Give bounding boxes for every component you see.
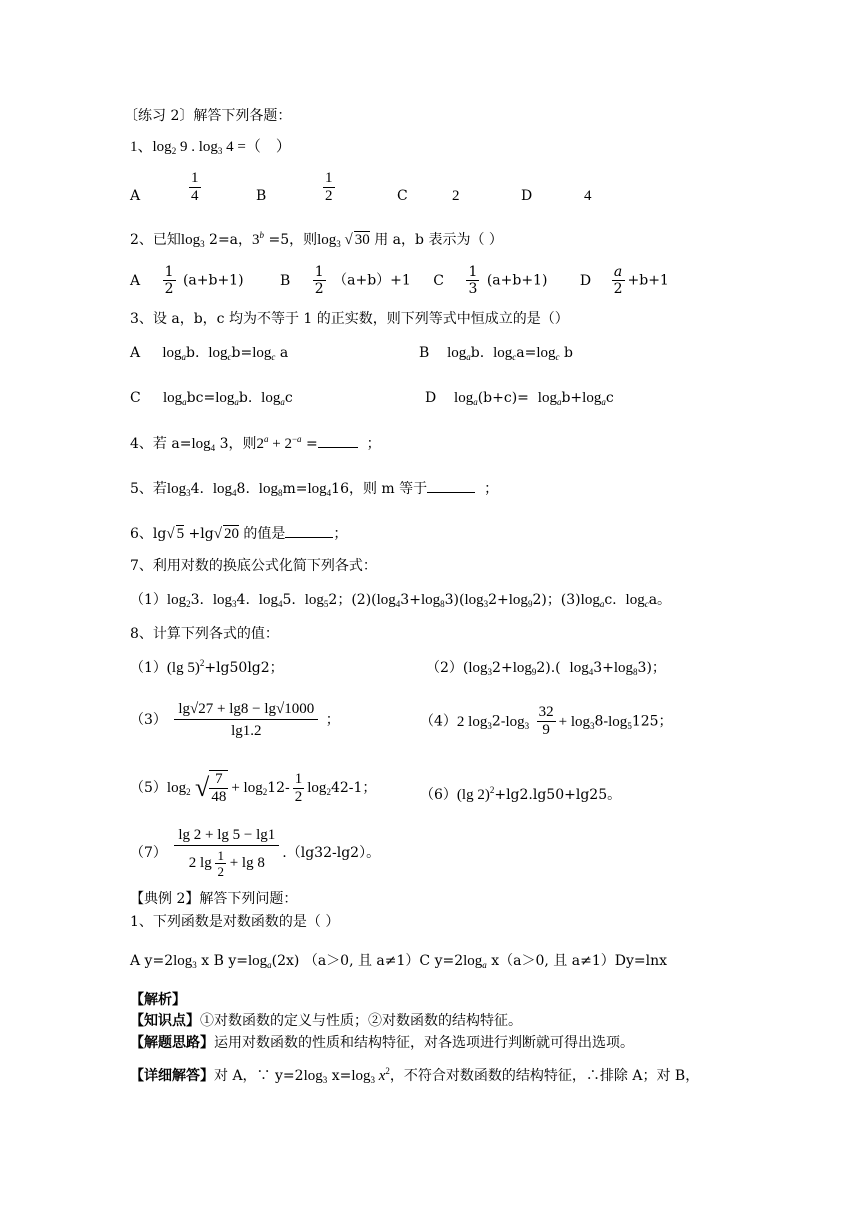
q8-part-7: （7） lg 2 + lg 5 − lg1 2 lg $\frac{1}{2}$ + lg 8 .（lg32-lg2）。: [130, 827, 381, 879]
q3-option-a: A $\log_ab$. $\log_cb=\log_c$ a: [130, 345, 289, 362]
q1-option-c-label: C: [397, 188, 408, 204]
question-6: 6、lg√ 5 +lg√ 20 的值是 ；: [130, 526, 348, 542]
question-5: 5、若$\log_34$. $\log_48$. $\log_8m=\log_416$，则 m 等于 ；: [130, 481, 499, 498]
question-8: 8、计算下列各式的值：: [130, 626, 279, 642]
example-question-1: 1、下列函数是对数函数的是（ ）: [130, 914, 340, 930]
q1-option-d: 4: [584, 188, 592, 204]
q8-part-4: （4）2 $\log_32-\log_3$ $\frac{32}{9}$ + $\log_38-\log_5125$；: [420, 704, 673, 738]
q1-option-d-label: D: [521, 188, 533, 204]
q8-part-3: （3） $\frac{\lg√27 + \lg 8 - \lg√1000}{\lg 1.2}$ ；: [130, 701, 340, 739]
detailed-answer: 【详细解答】对 A，∵ $y=2\log_3$ $x=\log_3$ $x^2$，不符合对数函数的结构特征，∴排除 A；对 B，: [130, 1066, 700, 1085]
q1-option-a: $\frac{1}{4}$: [191, 170, 199, 204]
example-q1-options: A $y=2\log_3$ x B $y=\log_a(2x)$ （a＞0, 且 a≠1）C $y=2\log_a$ x（a＞0, 且 a≠1）Dy=lnx: [130, 953, 667, 970]
q1-option-a-label: A: [130, 188, 141, 204]
q8-part-2: $(2)(\log_32+\log_92)$.( $\log_43+\log_83$)；: [426, 660, 666, 677]
question-7: 7、利用对数的换底公式化简下列各式：: [130, 558, 377, 574]
question-4: 4、若 $a=\log_4$ 3，则$2^a + 2^{-a}$ = ；: [130, 434, 381, 453]
q3-option-c: C $\log_abc=\log_ab$. $\log_ac$: [130, 390, 293, 407]
q3-option-d: D $\log_a(b+c)= \log_ab+\log_ac$: [425, 390, 614, 407]
knowledge-point: 【知识点】①对数函数的定义与性质；②对数函数的结构特征。: [130, 1013, 522, 1029]
q1-option-b: $\frac{1}{2}$: [325, 170, 333, 204]
solution-approach: 【解题思路】运用对数函数的性质和结构特征，对各选项进行判断就可得出选项。: [130, 1035, 634, 1051]
question-2: 2、已知$\log_3 2=a$，3$^b$ =5，则$\log_3$ √ 30 用 a，b 表示为（ ）: [130, 230, 503, 249]
q1-option-b-label: B: [256, 188, 267, 204]
q8-part-5: $(5)\log_2$ √ $\frac{7}{48}$ + $\log_212-$ $\frac{1}{2}$ $\log_242-1$；: [130, 770, 377, 805]
q3-option-b: B $\log_ab$. $\log_ca=\log_c$ b: [419, 345, 573, 362]
q7-parts: $(1)\log_23$. $\log_34$. $\log_45$. $\log_52$；$(2)(\log_43+\log_83)(\log_32+\log_92)$；$(3)\log_ac$. $\log_ca$。: [130, 592, 672, 609]
question-1: 1、$\log_2 9$ . $\log_3 4$ =（ ）: [130, 139, 291, 156]
q8-part-6: （6）(lg 2)$^2$+lg2.lg50+lg25。: [420, 785, 622, 803]
example-header: 【典例 2】解答下列问题：: [130, 891, 298, 907]
q8-part-1: （1）(lg 5)$^2$+lg50lg2；: [130, 658, 284, 676]
practice-header: 〔练习 2〕解答下列各题：: [124, 108, 292, 124]
q1-option-c: 2: [452, 188, 460, 204]
question-3: 3、设 a，b，c 均为不等于 1 的正实数，则下列等式中恒成立的是（）: [130, 311, 569, 327]
q2-options: A $\frac{1}{2}$ (a+b+1) B $\frac{1}{2}$ （a+b）+1 C $\frac{1}{3}$ (a+b+1) D $\frac{a}{2}$ +b+1: [130, 264, 669, 297]
analysis-label: 【解析】: [130, 992, 186, 1008]
q1-num: 1、: [130, 139, 153, 155]
